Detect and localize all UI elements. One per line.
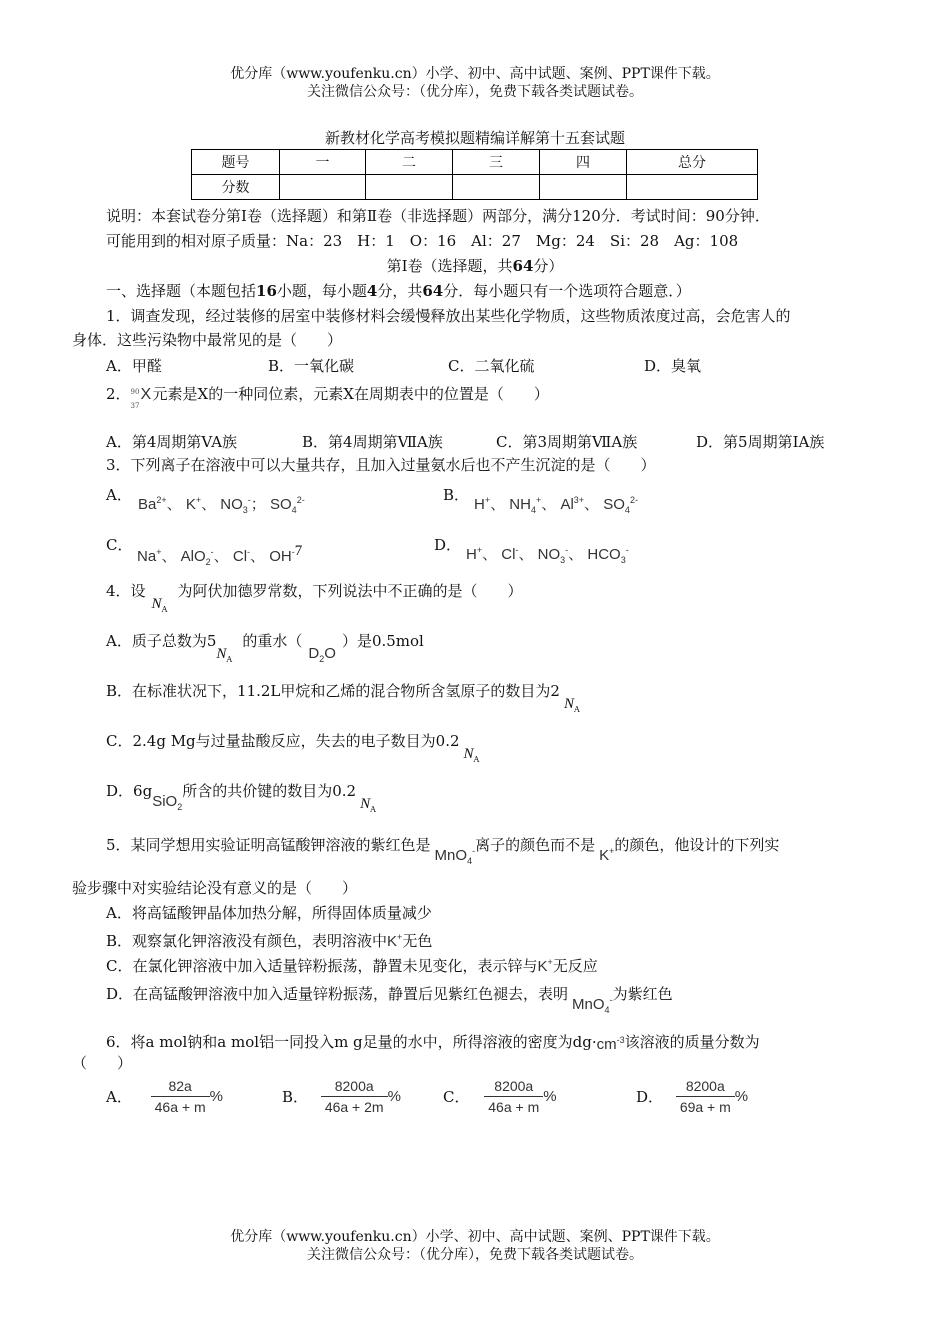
fraction: $\frac{8200a}{46a + m}$ bbox=[484, 1078, 543, 1115]
table-cell: 三 bbox=[453, 150, 540, 175]
table-cell: 总分 bbox=[627, 150, 758, 175]
fraction: $\frac{82a}{46a + m}$ bbox=[151, 1078, 210, 1115]
question-5-stem: 5．某同学想用实验证明高锰酸钾溶液的紫红色是MnO$_4$-离子的颜色而不是K+的颜色，他设计的下列实 bbox=[106, 836, 780, 866]
header-line-1: 优分库（www.youfenku.cn）小学、初中、高中试题、案例、PPT课件下载。 bbox=[230, 66, 720, 82]
table-cell: 二 bbox=[366, 150, 453, 175]
q6-option-c[interactable]: C． $\frac{8200a}{46a + m}$ % bbox=[443, 1078, 557, 1115]
q1-option-b[interactable]: B．一氧化碳 bbox=[268, 357, 355, 375]
score-input-cell[interactable] bbox=[280, 175, 366, 200]
question-6-stem: 6．将a mol钠和a mol铝一同投入m g足量的水中，所得溶液的密度为$dg\cdot cm^{-3}$该溶液的质量分数为 bbox=[106, 1033, 760, 1053]
fraction: $\frac{8200a}{69a + m}$ bbox=[676, 1078, 735, 1115]
score-table-header-row bbox=[192, 150, 758, 175]
q6-option-d[interactable]: D． $\frac{8200a}{69a + m}$ % bbox=[636, 1078, 749, 1115]
part-1-heading: 第Ⅰ卷（选择题，共64分） bbox=[386, 257, 564, 275]
q5-option-c[interactable]: C．在氯化钾溶液中加入适量锌粉振荡，静置未见变化，表示锌与K+无反应 bbox=[106, 957, 598, 975]
table-cell: 一 bbox=[280, 150, 366, 175]
question-1-stem: 1．调查发现，经过装修的居室中装修材料会缓慢释放出某些化学物质，这些物质浓度过高，会危害人的 bbox=[106, 307, 791, 325]
q1-option-a[interactable]: A．甲醛 bbox=[106, 357, 162, 375]
fraction: $\frac{8200a}{46a + 2m}$ bbox=[321, 1078, 388, 1115]
score-input-cell[interactable] bbox=[540, 175, 627, 200]
question-4-stem: 4．设$N_A$为阿伏加德罗常数，下列说法中不正确的是（ ） bbox=[106, 580, 523, 609]
atomic-masses: 可能用到的相对原子质量：Na：23 H：1 O：16 Al：27 Mg：24 Si：28 Ag：108 bbox=[106, 232, 739, 250]
q5-option-d[interactable]: D．在高锰酸钾溶液中加入适量锌粉振荡，静置后见紫红色褪去，表明MnO$_4$-为紫红色 bbox=[106, 985, 673, 1015]
table-cell: 题号 bbox=[192, 150, 280, 175]
score-input-cell[interactable] bbox=[453, 175, 540, 200]
table-cell: 四 bbox=[540, 150, 627, 175]
q5-option-b[interactable]: B．观察氯化钾溶液没有颜色，表明溶液中K+无色 bbox=[106, 932, 433, 950]
section-1-heading: 一、选择题（本题包括16小题，每小题4分，共64分．每小题只有一个选项符合题意．） bbox=[106, 282, 691, 300]
q2-option-c[interactable]: C．第3周期第ⅦA族 bbox=[496, 433, 638, 451]
instructions-note: 说明：本套试卷分第Ⅰ卷（选择题）和第Ⅱ卷（非选择题）两部分，满分120分．考试时间：90分钟． bbox=[106, 207, 770, 225]
score-input-cell[interactable] bbox=[366, 175, 453, 200]
score-input-cell[interactable] bbox=[627, 175, 758, 200]
q6-option-b[interactable]: B． $\frac{8200a}{46a + 2m}$ % bbox=[282, 1078, 401, 1115]
q1-option-d[interactable]: D．臭氧 bbox=[644, 357, 702, 375]
q3-option-a-ions: $Ba^{2+}$、 K+、 $NO_3^-$； $SO_4^{2-}$ bbox=[138, 495, 305, 515]
score-table-score-row bbox=[192, 175, 758, 200]
question-6-stem-cont: （ ） bbox=[72, 1054, 133, 1072]
q3-option-a-label[interactable]: A． bbox=[106, 486, 132, 504]
q3-option-d-label[interactable]: D． bbox=[434, 536, 462, 554]
q1-option-c[interactable]: C．二氧化硫 bbox=[448, 357, 535, 375]
q4-option-c[interactable]: C．2.4g Mg与过量盐酸反应，失去的电子数目为$0.2N_A$ bbox=[106, 732, 480, 764]
question-1-stem-cont: 身体．这些污染物中最常见的是（ ） bbox=[72, 331, 343, 349]
table-cell: 分数 bbox=[192, 175, 280, 200]
q2-option-b[interactable]: B．第4周期第ⅦA族 bbox=[302, 433, 443, 451]
q6-option-a[interactable]: A． $\frac{82a}{46a + m}$ % bbox=[106, 1078, 223, 1115]
header-line-2: 关注微信公众号：（优分库），免费下载各类试题试卷。 bbox=[307, 84, 643, 100]
q3-option-b-label[interactable]: B． bbox=[443, 486, 470, 504]
score-table bbox=[191, 149, 758, 200]
avogadro-symbol: $N_A$ bbox=[151, 596, 168, 614]
question-5-stem-cont: 验步骤中对实验结论没有意义的是（ ） bbox=[72, 879, 358, 897]
q3-option-d-ions: H+、 Cl-、 $NO_3^-$、 $HCO_3^-$ bbox=[466, 545, 629, 565]
footer-line-2: 关注微信公众号：（优分库），免费下载各类试题试卷。 bbox=[307, 1247, 643, 1263]
q3-option-c-ions: Na+、 AlO$_2$-、 Cl-、 OH-7 bbox=[137, 543, 303, 567]
q2-option-a[interactable]: A．第4周期第VA族 bbox=[106, 433, 238, 451]
q4-option-a[interactable]: A．质子总数为$5N_A$的重水$(D_2O)$是0.5mol bbox=[106, 632, 424, 664]
question-2-stem: 2． 90 37 X 元素是X的一种同位素，元素X在周期表中的位置是（ ） bbox=[106, 381, 549, 405]
question-3-stem: 3．下列离子在溶液中可以大量共存，且加入过量氨水后也不产生沉淀的是（ ） bbox=[106, 456, 656, 474]
q4-option-b[interactable]: B．在标准状况下，11.2L甲烷和乙烯的混合物所含氢原子的数目为$2N_A$ bbox=[106, 682, 580, 714]
q2-option-d[interactable]: D．第5周期第ⅠA族 bbox=[696, 433, 825, 451]
footer-line-1: 优分库（www.youfenku.cn）小学、初中、高中试题、案例、PPT课件下载。 bbox=[230, 1229, 720, 1245]
q4-option-d[interactable]: D．6gSiO$_2$所含的共价键的数目为$0.2N_A$ bbox=[106, 782, 376, 814]
q5-option-a[interactable]: A．将高锰酸钾晶体加热分解，所得固体质量减少 bbox=[106, 904, 432, 922]
q3-option-b-ions: H+、 $NH_4^+$、 $Al^{3+}$、 $SO_4^{2-}$ bbox=[474, 495, 638, 515]
isotope-symbol: 90 37 X bbox=[130, 386, 152, 410]
exam-title: 新教材化学高考模拟题精编详解第十五套试题 bbox=[324, 129, 625, 147]
q3-option-c-label[interactable]: C． bbox=[106, 536, 133, 554]
